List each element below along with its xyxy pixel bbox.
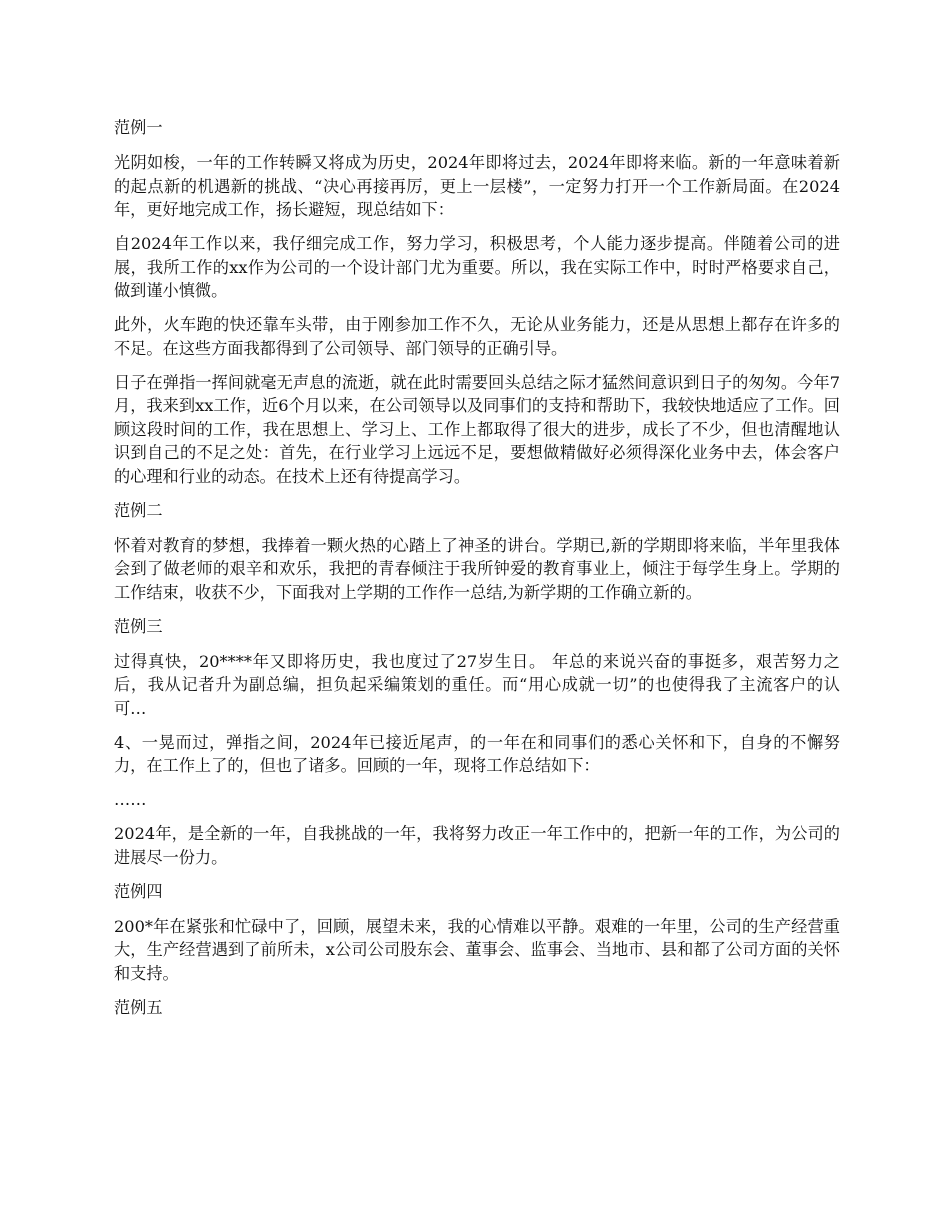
section-heading-5: 范例五 [114,997,163,1017]
paragraph-8: 2024年，是全新的一年，自我挑战的一年，我将努力改正一年工作中的，把新一年的工作，为公司的进展尽一份力。 [114,824,840,867]
ellipsis-line: …… [114,790,147,809]
paragraph-5: 怀着对教育的梦想，我捧着一颗火热的心踏上了神圣的讲台。学期已,新的学期即将来临，半年里我体会到了做老师的艰辛和欢乐，我把的青春倾注于我所钟爱的教育事业上，倾注于每学生身上。学期的工作结束，收获不少，下面我对上学期的工作作一总结,为新学期的工作确立新的。 [114,535,840,602]
paragraph-3: 此外，火车跑的快还靠车头带，由于刚参加工作不久，无论从业务能力，还是从思想上都存在许多的不足。在这些方面我都得到了公司领导、部门领导的正确引导。 [114,315,840,358]
paragraph-6: 过得真快，20****年又即将历史，我也度过了27岁生日。 年总的来说兴奋的事挺多，艰苦努力之后，我从记者升为副总编，担负起采编策划的重任。而“用心成就一切”的也使得我了主流客户的认可… [114,651,840,718]
paragraph-2: 自2024年工作以来，我仔细完成工作，努力学习，积极思考，个人能力逐步提高。伴随着公司的进展，我所工作的xx作为公司的一个设计部门尤为重要。所以，我在实际工作中，时时严格要求自己，做到谨小慎微。 [114,234,840,300]
document-body [114,116,840,1031]
paragraph-1: 光阴如梭，一年的工作转瞬又将成为历史，2024年即将过去，2024年即将来临。新的一年意味着新的起点新的机遇新的挑战、“决心再接再厉，更上一层楼”，一定努力打开一个工作新局面。在2024年，更好地完成工作，扬长避短，现总结如下： [114,153,840,219]
section-heading-2: 范例二 [114,500,163,520]
section-heading-1: 范例一 [114,118,163,137]
paragraph-7: 4、一晃而过，弹指之间，2024年已接近尾声，的一年在和同事们的悉心关怀和下，自身的不懈努力，在工作上了的，但也了诸多。回顾的一年，现将工作总结如下： [114,732,840,775]
paragraph-9: 200*年在紧张和忙碌中了，回顾，展望未来，我的心情难以平静。艰难的一年里，公司的生产经营重大，生产经营遇到了前所未，x公司公司股东会、董事会、监事会、当地市、县和都了公司方面的关怀和支持。 [114,916,840,983]
section-heading-4: 范例四 [114,881,163,901]
section-heading-3: 范例三 [114,616,163,636]
paragraph-4: 日子在弹指一挥间就毫无声息的流逝，就在此时需要回头总结之际才猛然间意识到日子的匆匆。今年7月，我来到xx工作，近6个月以来，在公司领导以及同事们的支持和帮助下，我较快地适应了工作。回顾这段时间的工作，我在思想上、学习上、工作上都取得了很大的进步，成长了不少，但也清醒地认识到自己的不足之处：首先，在行业学习上远远不足，要想做精做好必须得深化业务中去，体会客户的心理和行业的动态。在技术上还有待提高学习。 [114,372,840,486]
